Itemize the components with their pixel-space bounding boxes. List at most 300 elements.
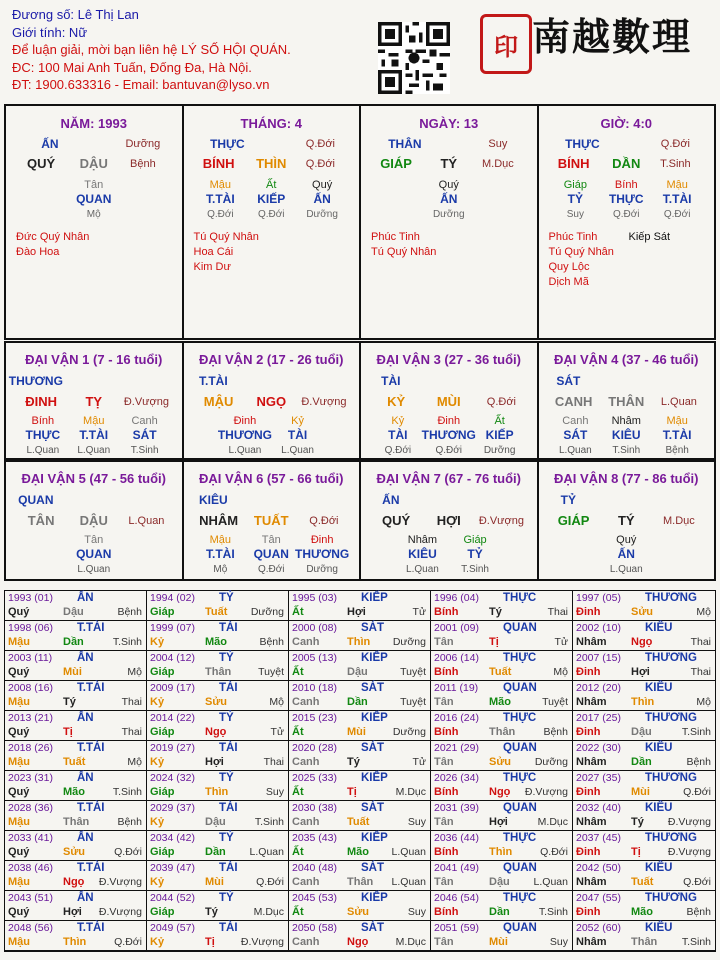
dai-van-god: T.TÀI: [198, 374, 228, 388]
year-can: Tân: [434, 936, 454, 948]
year-cell: [289, 771, 431, 801]
year-can: Kỷ: [150, 636, 165, 648]
year-stage: Tử: [270, 726, 284, 738]
hidden-god: TỶ: [467, 547, 483, 561]
pillar-god: THÂN: [388, 137, 422, 151]
dai-van-4: [539, 343, 715, 458]
pillar-1: [6, 106, 184, 338]
year-chi: Ngọ: [347, 936, 369, 948]
year-chi: Sửu: [205, 696, 228, 708]
year-cell: [573, 741, 715, 771]
dai-van-stage: L.Quan: [128, 515, 165, 527]
year-can: Nhâm: [576, 636, 607, 648]
year-label: 2032 (40): [576, 802, 621, 814]
year-chi: Dần: [205, 846, 226, 858]
year-god: KIẾP: [361, 832, 388, 844]
year-cell: [431, 921, 573, 951]
dai-van-row-1: [4, 341, 716, 460]
contact-note: Để luận giải, mời bạn liên hệ LÝ SỐ HỘI QUÁN.: [12, 42, 291, 57]
year-stage: Tuyệt: [400, 666, 426, 678]
dai-van-stage: M.Dục: [663, 515, 695, 527]
star-note: Tú Quý Nhân: [371, 246, 437, 258]
hidden-can: Nhâm: [407, 534, 438, 546]
year-can: Đinh: [576, 906, 601, 918]
year-cell: [147, 921, 289, 951]
year-chi: Tý: [347, 756, 360, 768]
hidden-stage: Q.Đới: [435, 445, 463, 456]
dai-van-chi: DẬU: [79, 513, 108, 528]
year-stage: Đ.Vượng: [667, 846, 711, 858]
hidden-can: Kỷ: [291, 415, 304, 427]
pillar-god: THỰC: [565, 137, 600, 151]
year-cell: [147, 771, 289, 801]
year-god: TỶ: [219, 652, 234, 664]
year-stage: Tuyệt: [542, 696, 568, 708]
year-can: Bính: [434, 606, 459, 618]
dai-van-chi: HỢI: [436, 513, 461, 528]
year-stage: Q.Đới: [683, 786, 711, 798]
year-cell: [431, 801, 573, 831]
year-chi: Tị: [347, 786, 357, 798]
hidden-god: THƯƠNG: [217, 428, 273, 442]
year-stage: Đ.Vượng: [667, 816, 711, 828]
year-label: 2011 (19): [434, 682, 479, 694]
hidden-god: SÁT: [563, 428, 588, 442]
year-cell: [5, 651, 147, 681]
year-label: 2034 (42): [150, 832, 195, 844]
hidden-stage: T.Sinh: [130, 445, 159, 456]
year-god: TÀI: [219, 742, 238, 754]
pillar-title: GIỜ: 4:0: [600, 116, 653, 131]
four-pillars-chart: [4, 104, 716, 340]
year-cell: [5, 921, 147, 951]
year-label: 2048 (56): [8, 922, 53, 934]
pillar-stage: Dưỡng: [125, 138, 161, 150]
year-stage: Suy: [265, 786, 284, 798]
year-chi: Dậu: [347, 666, 368, 678]
year-chi: Tị: [489, 636, 499, 648]
pillar-chi-stage: T.Sinh: [660, 158, 691, 170]
year-god: KIẾP: [361, 592, 388, 604]
hidden-god: THỰC: [25, 428, 61, 442]
year-cell: [431, 861, 573, 891]
year-stage: Bệnh: [117, 816, 142, 828]
year-label: 2005 (13): [292, 652, 337, 664]
hidden-can: Kỷ: [391, 415, 405, 427]
dai-van-2: [184, 343, 362, 458]
year-can: Canh: [292, 816, 320, 828]
year-stage: Mộ: [696, 696, 711, 708]
year-god: TÀI: [219, 622, 238, 634]
dai-van-god: KIÊU: [198, 493, 228, 507]
year-cell: [5, 741, 147, 771]
year-label: 2013 (21): [8, 712, 53, 724]
year-stage: L.Quan: [391, 876, 426, 888]
pillar-title: NGÀY: 13: [419, 116, 479, 131]
year-cell: [289, 801, 431, 831]
year-cell: [5, 711, 147, 741]
year-chi: Tuất: [205, 606, 228, 618]
year-can: Mậu: [8, 696, 30, 708]
year-can: Kỷ: [150, 696, 165, 708]
year-stage: Q.Đới: [256, 876, 284, 888]
year-god: KIẾP: [361, 892, 388, 904]
year-can: Đinh: [576, 846, 601, 858]
year-label: 2028 (36): [8, 802, 53, 814]
year-chi: Ngọ: [63, 876, 85, 888]
brand-logo: 南越數理: [532, 14, 693, 59]
year-can: Tân: [434, 696, 454, 708]
year-god: THƯƠNG: [645, 892, 697, 904]
dai-van-can: NHÂM: [199, 513, 239, 528]
year-chi: Thân: [631, 936, 658, 948]
year-god: THƯƠNG: [645, 832, 697, 844]
dai-van-chi: TUẤT: [253, 513, 289, 528]
year-stage: Tuyệt: [258, 666, 284, 678]
year-chi: Dần: [489, 906, 510, 918]
year-chi: Tị: [631, 846, 641, 858]
year-god: THƯƠNG: [645, 772, 697, 784]
year-cell: [289, 891, 431, 921]
year-label: 2021 (29): [434, 742, 479, 754]
year-label: 2049 (57): [150, 922, 195, 934]
year-chi: Tuất: [63, 756, 86, 768]
year-stage: Mộ: [127, 666, 142, 678]
year-can: Bính: [434, 726, 459, 738]
year-can: Bính: [434, 906, 459, 918]
year-can: Ất: [292, 726, 304, 738]
year-stage: Tuyệt: [400, 696, 426, 708]
year-god: ẤN: [77, 772, 94, 784]
year-chi: Dậu: [205, 816, 226, 828]
star-note: Quy Lộc: [548, 261, 590, 273]
pillar-chi: DẦN: [612, 156, 641, 171]
year-can: Canh: [292, 696, 320, 708]
hidden-stage: L.Quan: [77, 445, 111, 456]
year-can: Mậu: [8, 756, 30, 768]
dai-van-chi: TÝ: [617, 513, 635, 528]
year-stage: T.Sinh: [681, 726, 711, 738]
year-stage: M.Dục: [253, 906, 284, 918]
year-god: T.TÀI: [77, 922, 105, 934]
year-can: Canh: [292, 756, 320, 768]
year-can: Canh: [292, 936, 320, 948]
hidden-can: Đinh: [437, 415, 461, 427]
year-cell: [147, 891, 289, 921]
pillar-chi-stage: M.Dục: [481, 158, 514, 170]
year-label: 2036 (44): [434, 832, 479, 844]
year-stage: Thai: [690, 666, 711, 678]
hidden-stage: L.Quan: [228, 445, 262, 456]
dai-van-can: ĐINH: [25, 394, 57, 409]
year-god: T.TÀI: [77, 742, 105, 754]
year-chi: Thìn: [63, 936, 87, 948]
year-cell: [5, 591, 147, 621]
header-info: [12, 6, 291, 94]
year-can: Giáp: [150, 786, 175, 798]
year-god: KIÊU: [645, 922, 673, 934]
dai-van-title: ĐẠI VẬN 1 (7 - 16 tuổi): [25, 352, 163, 367]
year-god: SÁT: [361, 922, 384, 934]
year-label: 2003 (11): [8, 652, 53, 664]
star-note: Tú Quý Nhân: [193, 231, 259, 243]
year-cell: [289, 681, 431, 711]
year-god: ẤN: [77, 892, 94, 904]
year-stage: Thai: [263, 756, 284, 768]
hidden-can: Nhâm: [611, 415, 641, 427]
hidden-stage: L.Quan: [609, 564, 643, 575]
year-god: QUAN: [503, 622, 537, 634]
year-label: 1998 (06): [8, 622, 53, 634]
year-label: 2050 (58): [292, 922, 337, 934]
year-chi: Sửu: [489, 756, 512, 768]
hidden-can: Quý: [438, 179, 459, 191]
year-chi: Mùi: [63, 666, 82, 678]
year-stage: Tử: [554, 636, 568, 648]
year-can: Ất: [292, 786, 304, 798]
hidden-god: T.TÀI: [79, 428, 109, 442]
hidden-god: ẤN: [313, 192, 331, 206]
year-label: 2019 (27): [150, 742, 195, 754]
year-god: QUAN: [503, 862, 537, 874]
year-stage: Đ.Vượng: [98, 876, 142, 888]
hidden-god: KIẾP: [257, 192, 286, 206]
year-cell: [431, 771, 573, 801]
year-can: Tân: [434, 876, 454, 888]
year-can: Giáp: [150, 726, 175, 738]
year-cell: [431, 741, 573, 771]
pillar-chi: TÝ: [440, 156, 458, 171]
hidden-stage: Q.Đới: [257, 209, 285, 220]
hidden-stage: L.Quan: [77, 564, 111, 575]
year-label: 2030 (38): [292, 802, 337, 814]
year-god: T.TÀI: [77, 682, 105, 694]
hidden-god: THƯƠNG: [421, 428, 476, 442]
star-note-extra: Kiếp Sát: [628, 231, 671, 243]
hidden-can: Mậu: [209, 179, 232, 191]
hidden-can: Mậu: [83, 415, 105, 427]
dai-van-god: TỶ: [560, 493, 576, 507]
pillar-chi-stage: Bệnh: [130, 158, 156, 170]
year-stage: Q.Đới: [540, 846, 568, 858]
year-label: 2047 (55): [576, 892, 621, 904]
hidden-can: Đinh: [310, 534, 334, 546]
year-can: Quý: [8, 666, 30, 678]
dai-van-can: QUÝ: [382, 513, 411, 528]
year-cell: [289, 921, 431, 951]
year-can: Ất: [292, 666, 304, 678]
year-chi: Tuất: [489, 666, 512, 678]
hidden-god: SÁT: [132, 428, 157, 442]
year-label: 2040 (48): [292, 862, 337, 874]
year-chi: Ngọ: [205, 726, 227, 738]
year-chi: Tý: [205, 906, 218, 918]
year-can: Giáp: [150, 606, 175, 618]
year-can: Mậu: [8, 816, 30, 828]
year-stage: T.Sinh: [681, 936, 711, 948]
dai-van-title: ĐẠI VẬN 6 (57 - 66 tuổi): [199, 471, 344, 486]
dai-van-row-2: [4, 460, 716, 581]
annual-luck-table: [4, 590, 716, 952]
year-chi: Dậu: [489, 876, 510, 888]
year-label: 2046 (54): [434, 892, 479, 904]
dai-van-chi: MÙI: [436, 394, 461, 409]
hidden-god: ẤN: [440, 192, 458, 206]
year-stage: M.Dục: [395, 936, 426, 948]
year-cell: [289, 831, 431, 861]
year-stage: Thai: [121, 726, 142, 738]
year-label: 2014 (22): [150, 712, 195, 724]
hidden-can: Giáp: [463, 534, 487, 546]
star-note: Đào Hoa: [16, 246, 60, 258]
year-chi: Mão: [347, 846, 369, 858]
year-can: Kỷ: [150, 876, 165, 888]
year-can: Tân: [434, 756, 454, 768]
year-chi: Thân: [489, 726, 516, 738]
year-cell: [573, 831, 715, 861]
year-chi: Tý: [489, 606, 502, 618]
hidden-stage: L.Quan: [26, 445, 60, 456]
pillar-chi-stage: Q.Đới: [305, 158, 335, 170]
year-label: 2002 (10): [576, 622, 621, 634]
year-label: 2051 (59): [434, 922, 479, 934]
year-god: ẤN: [77, 592, 94, 604]
hidden-stage: Dưỡng: [483, 445, 516, 456]
year-can: Mậu: [8, 876, 30, 888]
hidden-can: Mậu: [666, 415, 688, 427]
year-god: TỶ: [219, 832, 234, 844]
year-chi: Mão: [631, 906, 653, 918]
year-can: Đinh: [576, 786, 601, 798]
year-can: Ất: [292, 606, 304, 618]
year-god: KIÊU: [645, 622, 673, 634]
year-cell: [147, 861, 289, 891]
hidden-can: Quý: [616, 534, 637, 546]
hidden-stage: Mộ: [86, 209, 101, 220]
year-chi: Dần: [347, 696, 368, 708]
dai-van-god: THƯƠNG: [8, 374, 63, 388]
year-label: 2007 (15): [576, 652, 621, 664]
year-label: 2025 (33): [292, 772, 337, 784]
hidden-god: TÀI: [287, 428, 308, 442]
hidden-stage: Q.Đới: [207, 209, 234, 220]
year-god: THỰC: [503, 772, 537, 784]
year-label: 2031 (39): [434, 802, 479, 814]
year-can: Bính: [434, 666, 459, 678]
year-god: T.TÀI: [77, 802, 105, 814]
year-god: TỶ: [219, 892, 234, 904]
year-god: THỰC: [503, 712, 537, 724]
year-god: KIẾP: [361, 652, 388, 664]
year-cell: [147, 741, 289, 771]
year-can: Mậu: [8, 636, 30, 648]
year-god: SÁT: [361, 682, 384, 694]
year-cell: [147, 621, 289, 651]
dai-van-1: [6, 343, 184, 458]
dai-van-god: QUAN: [18, 493, 54, 507]
hidden-can: Quý: [312, 179, 333, 191]
year-cell: [5, 831, 147, 861]
year-chi: Sửu: [63, 846, 86, 858]
dai-van-stage: Đ.Vượng: [123, 396, 169, 408]
dai-van-7: [361, 462, 539, 579]
year-chi: Mùi: [205, 876, 224, 888]
hidden-god: KIÊU: [408, 547, 437, 561]
year-god: QUAN: [503, 922, 537, 934]
pillar-chi: THÌN: [256, 156, 287, 171]
year-stage: T.Sinh: [112, 636, 142, 648]
year-god: QUAN: [503, 802, 537, 814]
year-chi: Ngọ: [631, 636, 653, 648]
year-stage: L.Quan: [249, 846, 284, 858]
year-cell: [573, 801, 715, 831]
year-label: 2033 (41): [8, 832, 53, 844]
year-god: KIÊU: [645, 802, 673, 814]
year-cell: [573, 621, 715, 651]
year-label: 2008 (16): [8, 682, 53, 694]
hidden-can: Bính: [31, 415, 55, 427]
year-chi: Tị: [205, 936, 215, 948]
year-can: Canh: [292, 876, 320, 888]
year-god: THỰC: [503, 652, 537, 664]
year-can: Ất: [292, 846, 304, 858]
year-god: TỶ: [219, 712, 234, 724]
year-god: KIÊU: [645, 742, 673, 754]
year-stage: Dưỡng: [250, 606, 284, 618]
year-can: Đinh: [576, 726, 601, 738]
year-cell: [431, 891, 573, 921]
dai-van-chi: TỴ: [85, 394, 103, 409]
hidden-can: Tân: [261, 534, 281, 546]
year-stage: Thai: [547, 606, 568, 618]
hidden-stage: Dưỡng: [306, 209, 338, 220]
year-god: KIẾP: [361, 712, 388, 724]
year-god: KIÊU: [645, 862, 673, 874]
hidden-stage: Q.Đới: [612, 209, 640, 220]
year-can: Giáp: [150, 906, 175, 918]
year-label: 2035 (43): [292, 832, 337, 844]
hidden-god: QUAN: [76, 547, 112, 561]
dai-van-chi: NGỌ: [256, 394, 287, 409]
year-can: Giáp: [150, 846, 175, 858]
year-chi: Dần: [631, 756, 652, 768]
year-stage: Thai: [690, 636, 711, 648]
year-god: TỶ: [219, 592, 234, 604]
year-label: 1994 (02): [150, 592, 195, 604]
year-stage: Mộ: [553, 666, 568, 678]
year-chi: Tị: [63, 726, 73, 738]
dai-van-stage: Đ.Vượng: [301, 396, 347, 408]
year-can: Nhâm: [576, 696, 607, 708]
year-chi: Mùi: [631, 786, 650, 798]
pillar-title: NĂM: 1993: [60, 116, 127, 131]
year-label: 1995 (03): [292, 592, 337, 604]
year-can: Tân: [434, 816, 454, 828]
year-label: 2010 (18): [292, 682, 337, 694]
star-note: Đức Quý Nhân: [16, 231, 90, 243]
year-label: 2037 (45): [576, 832, 621, 844]
year-chi: Tý: [631, 816, 644, 828]
year-stage: Q.Đới: [683, 876, 711, 888]
year-chi: Sửu: [631, 606, 654, 618]
year-cell: [5, 621, 147, 651]
year-god: KIÊU: [645, 682, 673, 694]
star-note: Tú Quý Nhân: [548, 246, 614, 258]
year-god: THƯƠNG: [645, 592, 697, 604]
hidden-stage: Bệnh: [665, 445, 689, 456]
year-god: THƯƠNG: [645, 652, 697, 664]
year-cell: [5, 891, 147, 921]
